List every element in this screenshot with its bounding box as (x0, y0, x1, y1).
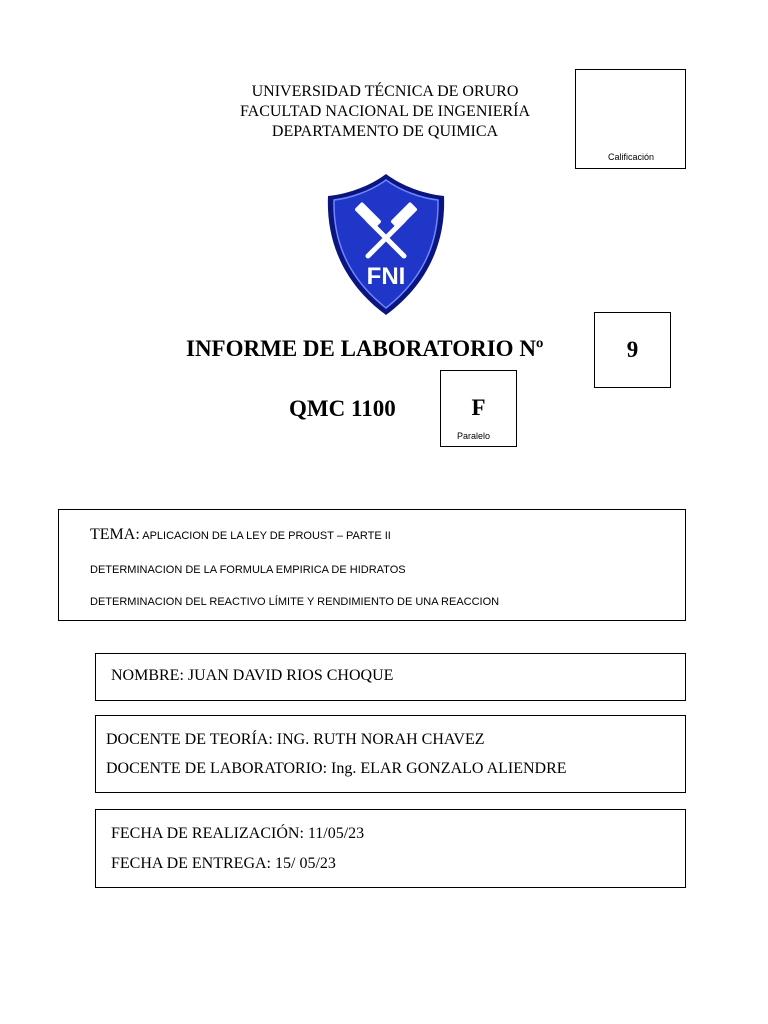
topic-line-1 (90, 526, 391, 544)
report-title: INFORME DE LABORATORIO Nº (186, 336, 544, 361)
theory-teacher: DOCENTE DE TEORÍA: ING. RUTH NORAH CHAVEZ (106, 731, 485, 748)
student-name: NOMBRE: JUAN DAVID RIOS CHOQUE (111, 667, 394, 684)
dates-box (95, 809, 686, 888)
topic-box (58, 509, 686, 621)
parallel-value: F (471, 395, 486, 420)
parallel-label: Paralelo (457, 431, 491, 441)
topic-title: APLICACION DE LA LEY DE PROUST – PARTE II (142, 530, 391, 542)
topic-line-3: DETERMINACION DEL REACTIVO LÍMITE Y RENDIMIENTO DE UNA REACCION (90, 596, 500, 608)
logo-text: FNI (366, 263, 406, 290)
department-name: DEPARTAMENTO DE QUIMICA (271, 123, 499, 140)
crossed-hammers-shield-icon (322, 172, 450, 317)
grade-box (575, 69, 686, 169)
student-box (95, 653, 686, 701)
report-number: 9 (626, 337, 639, 362)
date-delivery: FECHA DE ENTREGA: 15/ 05/23 (111, 855, 336, 872)
grade-label: Calificación (608, 152, 655, 162)
fni-logo (322, 172, 450, 317)
date-done: FECHA DE REALIZACIÓN: 11/05/23 (111, 825, 365, 842)
parallel-box (440, 370, 517, 447)
university-name: UNIVERSIDAD TÉCNICA DE ORURO (251, 83, 519, 100)
teachers-box (95, 715, 686, 793)
topic-line-2: DETERMINACION DE LA FORMULA EMPIRICA DE HIDRATOS (90, 564, 406, 576)
report-number-box (594, 312, 671, 388)
course-code: QMC 1100 (289, 396, 396, 421)
lab-teacher: DOCENTE DE LABORATORIO: Ing. ELAR GONZALO ALIENDRE (106, 760, 567, 777)
faculty-name: FACULTAD NACIONAL DE INGENIERÍA (239, 103, 531, 120)
institution-header (170, 82, 600, 142)
topic-label: TEMA: (90, 526, 140, 543)
